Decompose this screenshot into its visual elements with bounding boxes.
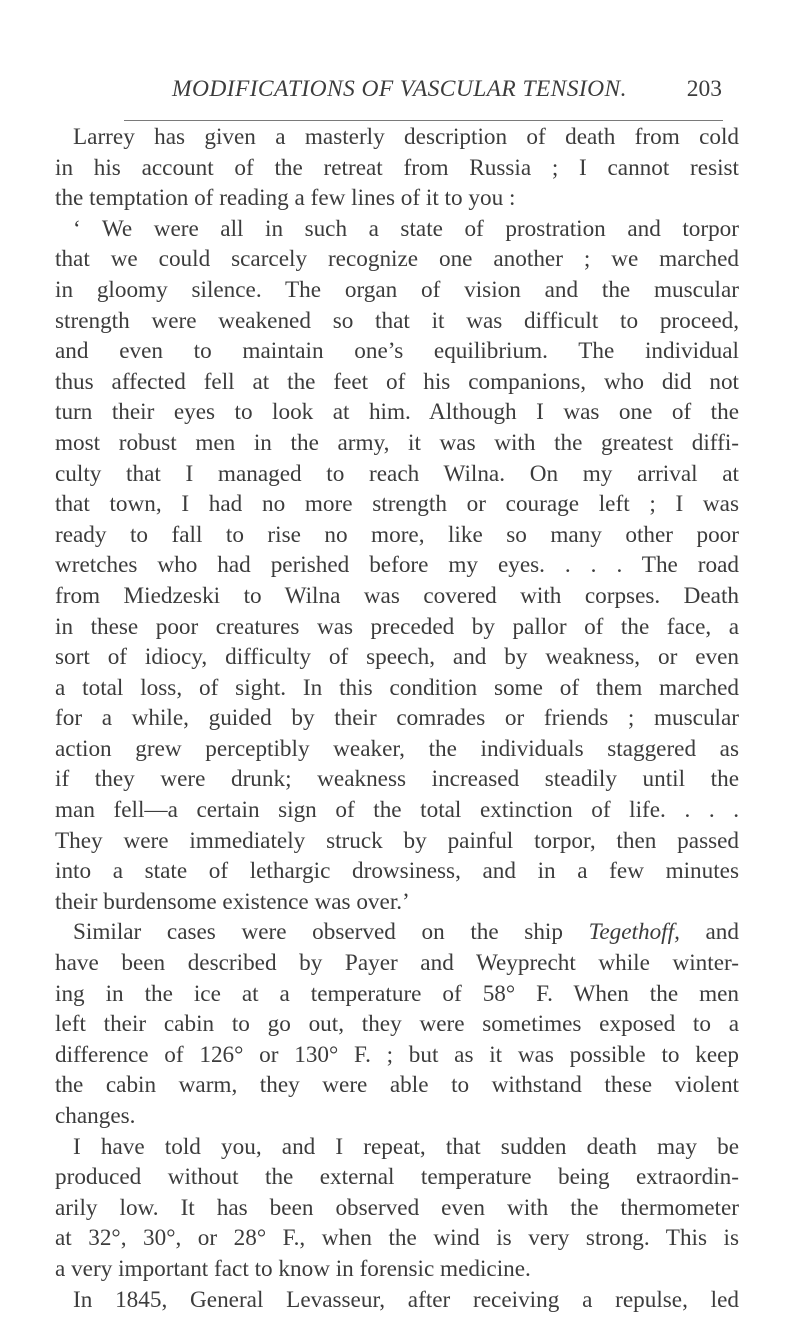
text-line: from Miedzeski to Wilna was covered with corpses. Death (55, 582, 739, 609)
text-line: I have told you, and I repeat, that sudden death may be (73, 1133, 739, 1160)
text-line: turn their eyes to look at him. Although I was one of the (55, 399, 739, 426)
text-line: difference of 126° or 130° F. ; but as it was possible to keep (55, 1041, 739, 1068)
text-line: ing in the ice at a temperature of 58° F. When the men (55, 980, 739, 1007)
text-line: produced without the external temperature being extraordin- (55, 1164, 739, 1191)
text-line: Larrey has given a masterly description of death from cold (73, 124, 739, 150)
text-line: a total loss, of sight. In this condition some of them marched (55, 674, 739, 701)
text-line: strength were weakened so that it was difficult to proceed, (55, 307, 739, 334)
text-line: most robust men in the army, it was with the greatest diffi- (55, 429, 739, 456)
text-line: wretches who had perished before my eyes. . . . The road (55, 552, 739, 579)
text-line: their burdensome existence was over.’ (55, 888, 410, 915)
text-line: into a state of lethargic drowsiness, and in a few minutes (55, 858, 739, 885)
text-line: and even to maintain one’s equilibrium. The individual (55, 338, 739, 365)
page-header (122, 76, 722, 110)
text-line: They were immediately struck by painful torpor, then passed (55, 827, 739, 854)
text-line: culty that I managed to reach Wilna. On my arrival at (55, 460, 739, 487)
text-line: at 32°, 30°, or 28° F., when the wind is very strong. This is (55, 1225, 739, 1252)
text-line: if they were drunk; weakness increased steadily until the (55, 766, 739, 793)
header-rule (124, 120, 723, 121)
text-line: left their cabin to go out, they were sometimes exposed to a (55, 1011, 739, 1038)
text-line: changes. (55, 1103, 136, 1129)
ship-name: Tegethoff, (588, 919, 680, 946)
body-text (55, 122, 739, 1315)
text-line: the cabin warm, they were able to withstand these violent (55, 1072, 739, 1099)
text-line: that we could scarcely recognize one another ; we marched (55, 246, 739, 273)
page-number: 203 (686, 76, 722, 102)
text-segment: Similar cases were observed on the ship (73, 919, 589, 946)
text-line: a very important fact to know in forensic medicine. (55, 1255, 531, 1282)
text-line: In 1845, General Levasseur, after receiving a repulse, led (73, 1286, 739, 1313)
text-line: the temptation of reading a few lines of it to you : (55, 185, 516, 212)
running-title: MODIFICATIONS OF VASCULAR TENSION. (172, 76, 627, 102)
text-line: action grew perceptibly weaker, the individuals staggered as (55, 735, 739, 762)
text-line: for a while, guided by their comrades or friends ; muscular (55, 705, 739, 732)
text-line: thus affected fell at the feet of his companions, who did not (55, 368, 739, 395)
text-line: have been described by Payer and Weyprecht while winter- (55, 950, 739, 977)
text-line: sort of idiocy, difficulty of speech, and by weakness, or even (55, 644, 739, 671)
text-line: arily low. It has been observed even with the thermometer (55, 1194, 739, 1221)
text-line: in his account of the retreat from Russia ; I cannot resist (55, 154, 739, 181)
text-line: man fell—a certain sign of the total extinction of life. . . . (55, 797, 739, 824)
text-line (55, 917, 739, 948)
text-segment: and (679, 919, 739, 946)
text-line: ‘ We were all in such a state of prostration and torpor (73, 215, 739, 242)
text-line: ready to fall to rise no more, like so many other poor (55, 521, 739, 548)
text-line: in these poor creatures was preceded by pallor of the face, a (55, 613, 739, 640)
text-line: that town, I had no more strength or courage left ; I was (55, 491, 739, 518)
text-line: in gloomy silence. The organ of vision and the muscular (55, 276, 739, 303)
